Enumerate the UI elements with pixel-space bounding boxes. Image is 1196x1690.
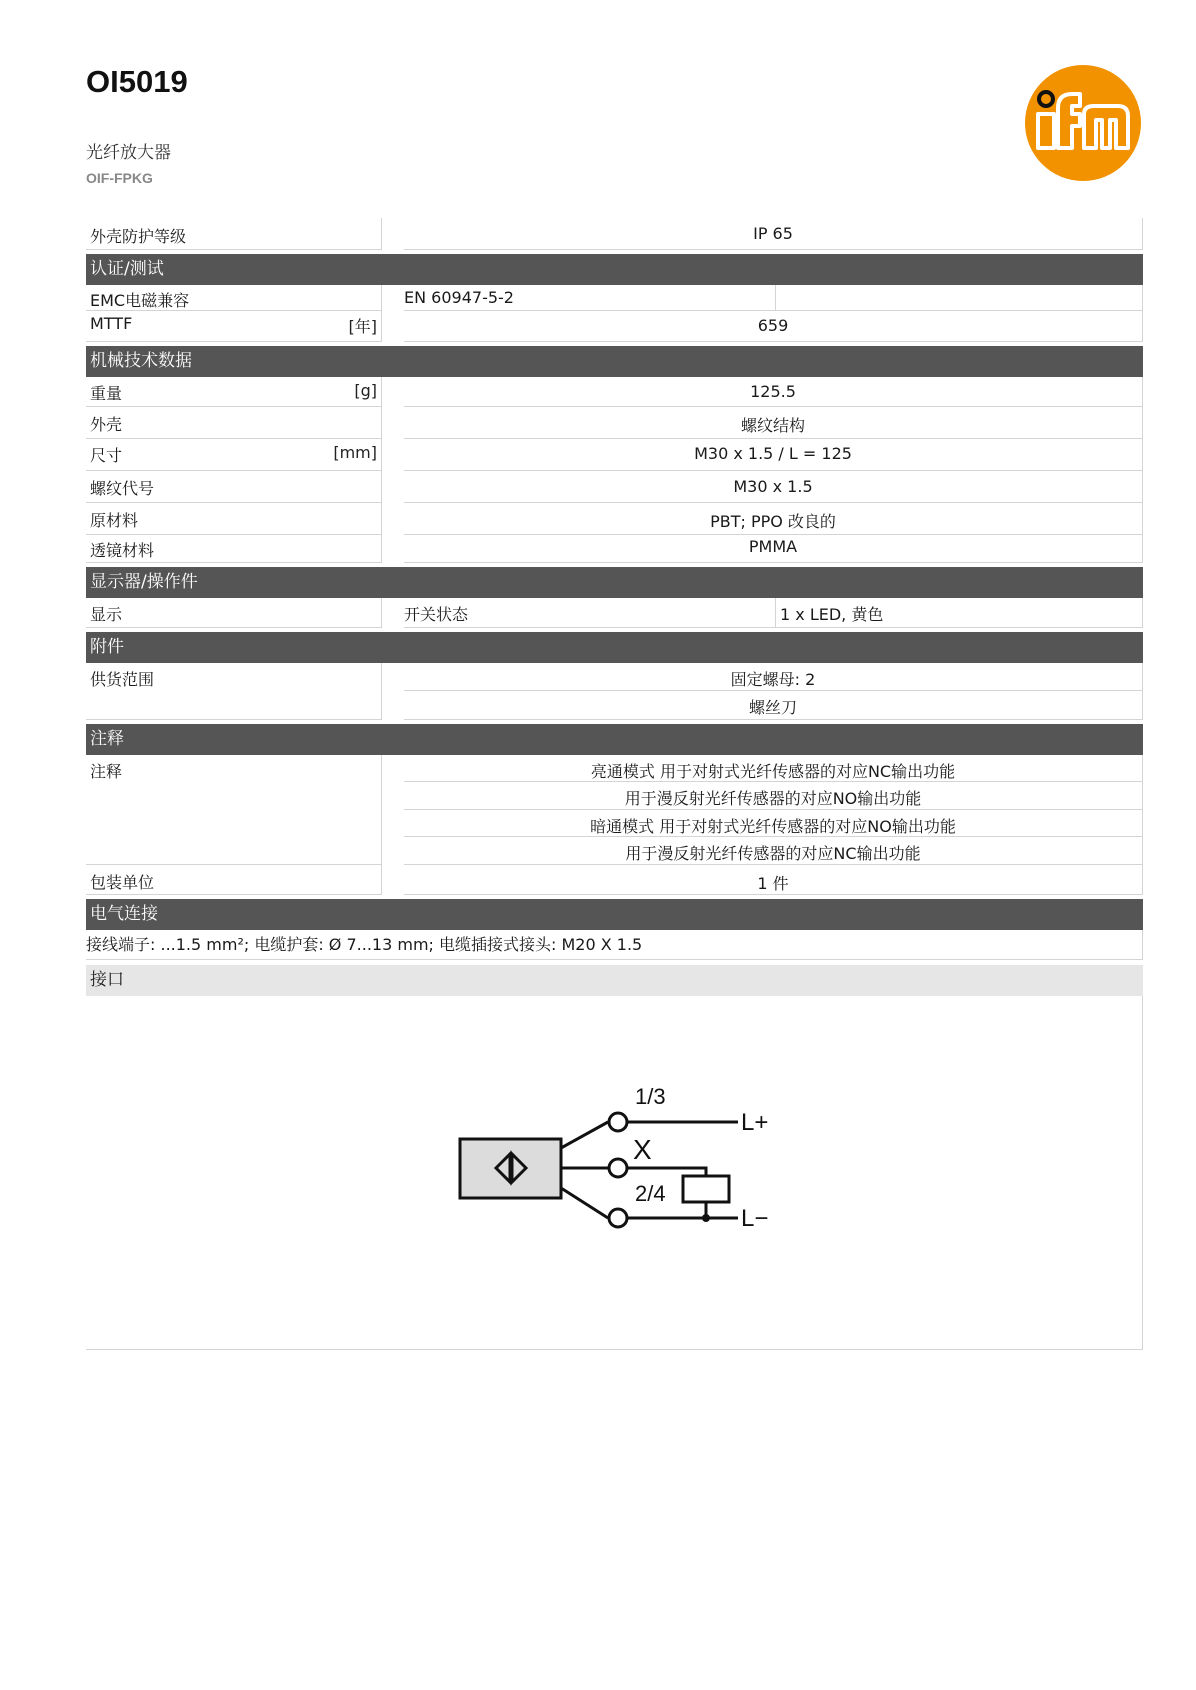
section-mech: 机械技术数据 (86, 346, 1143, 377)
label-2-4: 2/4 (635, 1181, 666, 1206)
product-code: OIF-FPKG (86, 170, 153, 186)
emc-label: EMC电磁兼容 (90, 291, 190, 310)
wiring-diagram-svg (86, 996, 1143, 1350)
spec-table (86, 218, 1143, 1350)
material-value: PBT; PPO 改良的 (404, 503, 1143, 535)
product-title: OI5019 (86, 64, 188, 99)
load-box (683, 1176, 729, 1202)
row-accessories (86, 663, 1143, 720)
label-lminus: L− (741, 1205, 769, 1232)
dimensions-value: M30 x 1.5 / L = 125 (404, 439, 1143, 471)
row-material (86, 503, 1143, 535)
junction-dot (702, 1214, 710, 1222)
section-cert: 认证/测试 (86, 254, 1143, 285)
row-display (86, 598, 1143, 628)
dimensions-label: 尺寸 (90, 446, 123, 465)
mttf-value: 659 (404, 311, 1143, 342)
product-subtitle: 光纤放大器 (86, 143, 171, 163)
remarks-label: 注释 (90, 762, 123, 781)
display-label: 显示 (90, 605, 123, 624)
wire-1 (561, 1122, 608, 1148)
row-housing (86, 407, 1143, 439)
row-weight (86, 377, 1143, 407)
dimensions-unit: [mm] (333, 443, 377, 462)
remarks-item-2: 用于漫反射光纤传感器的对应NO输出功能 (404, 782, 1143, 810)
row-lens (86, 535, 1143, 563)
remarks-item-1: 亮通模式 用于对射式光纤传感器的对应NC输出功能 (404, 755, 1143, 782)
weight-unit: [g] (354, 381, 377, 400)
housing-rating-label: 外壳防护等级 (90, 227, 187, 246)
terminal-2 (609, 1159, 627, 1177)
ifm-logo (1024, 64, 1142, 182)
lens-value: PMMA (404, 535, 1143, 563)
row-dimensions (86, 439, 1143, 471)
terminal-3 (609, 1209, 627, 1227)
housing-rating-value: IP 65 (404, 218, 1143, 250)
terminal-1 (609, 1113, 627, 1131)
electrical-text: 接线端子: ...1.5 mm²; 电缆护套: Ø 7...13 mm; 电缆插接式接头: M20 X 1.5 (86, 930, 1143, 960)
weight-label: 重量 (90, 384, 123, 403)
housing-label: 外壳 (90, 415, 123, 434)
lens-label: 透镜材料 (90, 541, 155, 560)
pack-label: 包装单位 (90, 873, 155, 892)
pack-value: 1 件 (404, 865, 1143, 895)
mttf-label: MTTF (90, 314, 133, 333)
weight-value: 125.5 (404, 377, 1143, 407)
emc-value: EN 60947-5-2 (404, 285, 776, 311)
wire-3 (561, 1188, 608, 1218)
row-pack (86, 865, 1143, 895)
accessories-item-2: 螺丝刀 (404, 691, 1143, 720)
row-housing-rating (86, 218, 1143, 250)
material-label: 原材料 (90, 511, 139, 530)
row-thread (86, 471, 1143, 503)
section-electrical: 电气连接 (86, 899, 1143, 930)
section-accessories: 附件 (86, 632, 1143, 663)
remarks-item-4: 用于漫反射光纤传感器的对应NC输出功能 (404, 837, 1143, 865)
wiring-diagram (86, 996, 1143, 1350)
thread-label: 螺纹代号 (90, 479, 155, 498)
row-remarks (86, 755, 1143, 865)
display-value: 1 x LED, 黄色 (776, 598, 1143, 628)
section-display: 显示器/操作件 (86, 567, 1143, 598)
svg-text:ifm: ifm (1083, 174, 1085, 175)
thread-value: M30 x 1.5 (404, 471, 1143, 503)
section-remarks: 注释 (86, 724, 1143, 755)
label-lplus: L+ (741, 1109, 769, 1136)
accessories-label: 供货范围 (90, 670, 155, 689)
mttf-unit: [年] (348, 317, 377, 336)
display-function: 开关状态 (404, 598, 776, 628)
label-1-3: 1/3 (635, 1084, 666, 1109)
row-emc (86, 285, 1143, 311)
remarks-item-3: 暗通模式 用于对射式光纤传感器的对应NO输出功能 (404, 810, 1143, 837)
label-x: X (633, 1134, 652, 1165)
section-interface: 接口 (86, 965, 1143, 996)
housing-value: 螺纹结构 (404, 407, 1143, 439)
accessories-item-1: 固定螺母: 2 (404, 663, 1143, 691)
row-mttf (86, 311, 1143, 342)
